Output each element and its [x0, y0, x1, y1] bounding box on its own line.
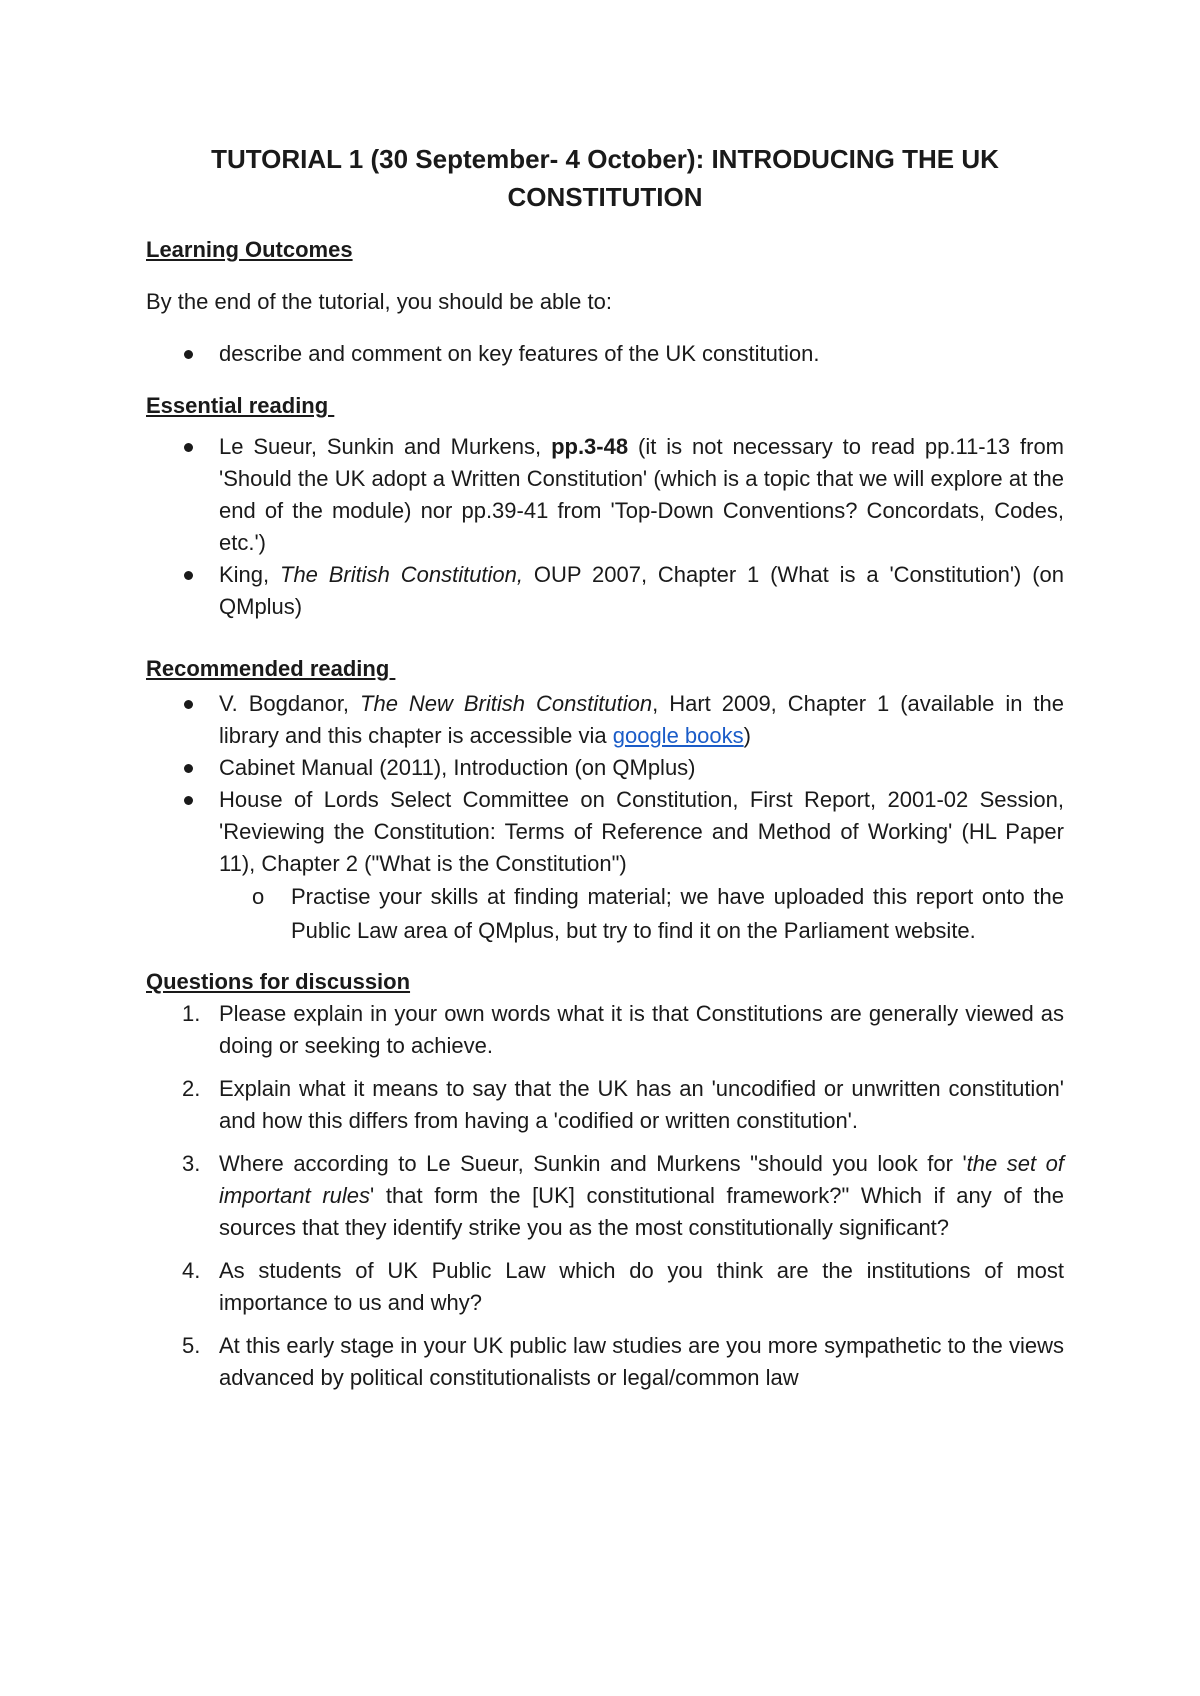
- list-item: [146, 431, 1064, 559]
- reading-note-end: ): [743, 723, 751, 748]
- sub-bullet-icon: o: [252, 884, 265, 909]
- question-text: At this early stage in your UK public law studies are you more sympathetic to the views advanced by political constitutionalists or legal/common law: [219, 1333, 1064, 1390]
- question-number: 5.: [182, 1333, 201, 1358]
- question-item: [146, 1330, 1064, 1394]
- question-number: 3.: [182, 1151, 201, 1176]
- question-text: Where according to Le Sueur, Sunkin and Murkens "should you look for ': [219, 1151, 967, 1176]
- question-text: Explain what it means to say that the UK has an 'uncodified or unwritten constitution' and how this differs from having a 'codified or written constitution'.: [219, 1076, 1064, 1133]
- question-text-end: ' that form the [UK] constitutional framework?" Which if any of the sources that they identify strike you as the most constitutionally significant?: [219, 1183, 1064, 1240]
- reading-note: OUP 2007, Chapter 1 (What is a 'Constitution') (on QMplus): [219, 562, 1065, 619]
- list-item: [146, 784, 1064, 880]
- question-italic: the set of important rules: [219, 1151, 1064, 1208]
- sub-item-text: Practise your skills at finding material; we have uploaded this report onto the Public Law area of QMplus, but try to find it on the Parliament website.: [291, 884, 1064, 943]
- reading-author: V. Bogdanor,: [219, 691, 361, 716]
- reading-note: (it is not necessary to read pp.11-13 from 'Should the UK adopt a Written Constitution' (which is a topic that we will explore at the end of the module) nor pp.39-41 from 'Top-Down Conventions? Concordats, Codes, etc.'): [219, 434, 1065, 555]
- recommended-reading-sublist: [146, 880, 1064, 948]
- list-item: [146, 338, 1064, 370]
- list-item: [146, 559, 1064, 623]
- document-page: [146, 140, 1064, 1405]
- questions-heading: Questions for discussion: [146, 969, 411, 994]
- outcome-text: describe and comment on key features of the UK constitution.: [219, 341, 820, 366]
- reading-text: House of Lords Select Committee on Constitution, First Report, 2001-02 Session, 'Reviewing the Constitution: Terms of Reference and Method of Working' (HL Paper 11), Chapter 2 ("What is the Constitution"): [219, 787, 1064, 876]
- learning-outcomes-intro: By the end of the tutorial, you should be able to:: [146, 289, 612, 314]
- list-item: [146, 752, 1064, 784]
- question-item: [146, 1073, 1064, 1137]
- question-item: [146, 998, 1064, 1062]
- bullet-icon: [184, 571, 193, 580]
- question-text: Please explain in your own words what it is that Constitutions are generally viewed as doing or seeking to achieve.: [219, 1001, 1064, 1058]
- reading-title: The New British Constitution: [360, 691, 653, 716]
- reading-title: The British Constitution,: [280, 562, 524, 587]
- reading-author: King,: [219, 562, 280, 587]
- page-title: TUTORIAL 1 (30 September- 4 October): INTRODUCING THE UK CONSTITUTION: [211, 144, 999, 212]
- reading-pages: pp.3-48: [551, 434, 629, 459]
- question-text: As students of UK Public Law which do you think are the institutions of most importance to us and why?: [219, 1258, 1064, 1315]
- list-item: [146, 688, 1064, 752]
- essential-reading-list: [146, 431, 1064, 623]
- question-number: 2.: [182, 1076, 201, 1101]
- bullet-icon: [184, 443, 193, 452]
- reading-text: Cabinet Manual (2011), Introduction (on QMplus): [219, 755, 696, 780]
- google-books-link[interactable]: google books: [612, 723, 744, 748]
- reading-author: Le Sueur, Sunkin and Murkens,: [219, 434, 552, 459]
- learning-outcomes-heading: Learning Outcomes: [146, 237, 353, 262]
- bullet-icon: [184, 350, 193, 359]
- recommended-reading-heading: Recommended reading: [146, 656, 396, 681]
- essential-reading-heading: Essential reading: [146, 393, 335, 418]
- bullet-icon: [184, 764, 193, 773]
- question-item: [146, 1148, 1064, 1244]
- question-number: 4.: [182, 1258, 201, 1283]
- questions-list: [146, 998, 1064, 1394]
- learning-outcomes-list: [146, 338, 1064, 370]
- list-item: [146, 880, 1064, 948]
- reading-note: , Hart 2009, Chapter 1 (available in the library and this chapter is accessible via: [219, 691, 1064, 748]
- bullet-icon: [184, 796, 193, 805]
- question-item: [146, 1255, 1064, 1319]
- question-number: 1.: [182, 1001, 201, 1026]
- bullet-icon: [184, 700, 193, 709]
- recommended-reading-list: [146, 688, 1064, 880]
